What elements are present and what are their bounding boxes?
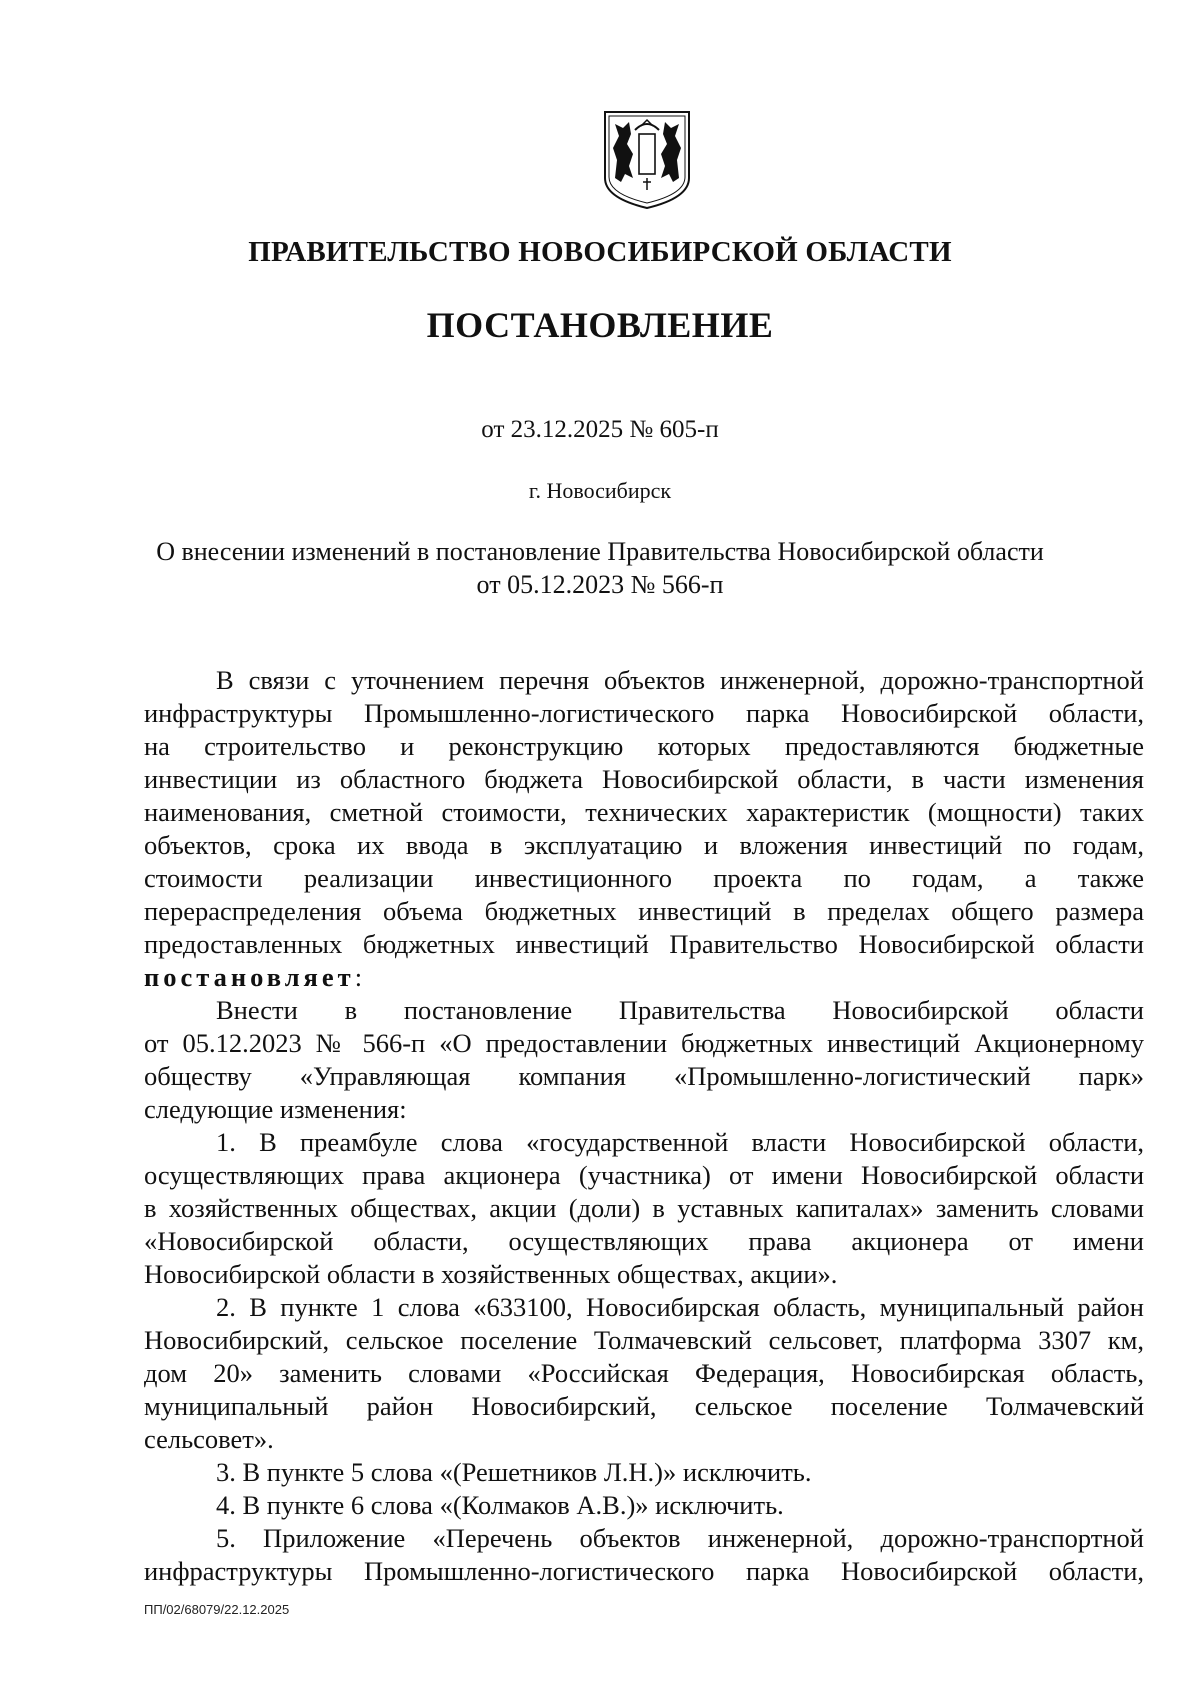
document-code: ПП/02/68079/22.12.2025 (144, 1602, 290, 1617)
text-line: следующие изменения: (144, 1094, 407, 1124)
text-line: в хозяйственных обществах, акции (доли) в уставных капиталах» заменить словами (144, 1193, 1144, 1223)
text-line: инфраструктуры Промышленно-логистического парка Новосибирской области, (144, 1556, 1144, 1586)
text-line: дом 20» заменить словами «Российская Федерация, Новосибирская область, (144, 1358, 1144, 1388)
decree-colon: : (354, 962, 363, 992)
text-line: Внести в постановление Правительства Новосибирской области (216, 995, 1144, 1025)
text-line: 2. В пункте 1 слова «633100, Новосибирская область, муниципальный район (216, 1292, 1144, 1322)
text-line: 4. В пункте 6 слова «(Колмаков А.В.)» исключить. (216, 1490, 784, 1520)
city-name: г. Новосибирск (528, 478, 672, 503)
text-line: «Новосибирской области, осуществляющих права акционера от имени (144, 1226, 1144, 1256)
decree-word: постановляет (144, 962, 355, 992)
text-line: от 05.12.2023 № 566-п «О предоставлении бюджетных инвестиций Акционерному (144, 1028, 1144, 1058)
text-line: предоставленных бюджетных инвестиций Правительство Новосибирской области (144, 929, 1144, 959)
coat-of-arms-icon (601, 108, 693, 212)
text-line: стоимости реализации инвестиционного проекта по годам, а также (144, 863, 1144, 893)
text-line: перераспределения объема бюджетных инвестиций в пределах общего размера (144, 896, 1144, 926)
organization-title: ПРАВИТЕЛЬСТВО НОВОСИБИРСКОЙ ОБЛАСТИ (248, 236, 952, 268)
text-line: 5. Приложение «Перечень объектов инженерной, дорожно-транспортной (216, 1523, 1144, 1553)
text-line: 1. В преамбуле слова «государственной власти Новосибирской области, (216, 1127, 1144, 1157)
document-subject (0, 535, 1200, 601)
subject-line: О внесении изменений в постановление Правительства Новосибирской области (156, 537, 1044, 566)
text-line: инвестиции из областного бюджета Новосибирской области, в части изменения (144, 764, 1144, 794)
document-type: ПОСТАНОВЛЕНИЕ (426, 305, 774, 345)
text-line: 3. В пункте 5 слова «(Решетников Л.Н.)» исключить. (216, 1457, 812, 1487)
text-line: В связи с уточнением перечня объектов инженерной, дорожно-транспортной (216, 665, 1144, 695)
document-body (144, 664, 1144, 1588)
subject-line: от 05.12.2023 № 566-п (476, 570, 724, 599)
text-line: на строительство и реконструкцию которых предоставляются бюджетные (144, 731, 1144, 761)
date-and-number: от 23.12.2025 № 605-п (481, 416, 719, 443)
text-line: осуществляющих права акционера (участника) от имени Новосибирской области (144, 1160, 1144, 1190)
text-line: Новосибирский, сельское поселение Толмачевский сельсовет, платформа 3307 км, (144, 1325, 1144, 1355)
text-line: муниципальный район Новосибирский, сельское поселение Толмачевский (144, 1391, 1144, 1421)
text-line: инфраструктуры Промышленно-логистического парка Новосибирской области, (144, 698, 1144, 728)
text-line: сельсовет». (144, 1424, 274, 1454)
text-line: наименования, сметной стоимости, технических характеристик (мощности) таких (144, 797, 1144, 827)
decree-line (144, 961, 1144, 994)
text-line: Новосибирской области в хозяйственных обществах, акции». (144, 1259, 838, 1289)
text-line: обществу «Управляющая компания «Промышленно-логистический парк» (144, 1061, 1144, 1091)
text-line: объектов, срока их ввода в эксплуатацию и вложения инвестиций по годам, (144, 830, 1144, 860)
